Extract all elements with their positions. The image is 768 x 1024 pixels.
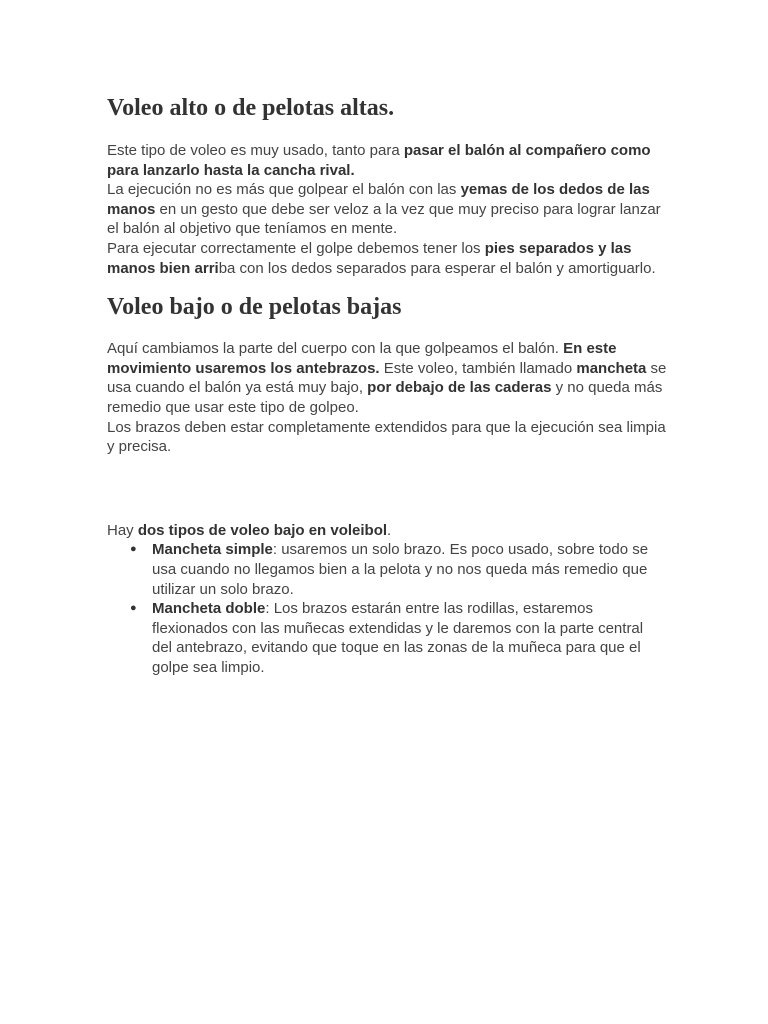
bold-span: por debajo de las caderas: [367, 379, 552, 397]
text-span: : usaremos un solo brazo. Es poco usado, sobre todo se usa cuando no llegamos bien a la pelota y no nos queda más remedio que utilizar un solo brazo.: [152, 541, 649, 598]
bold-span: Mancheta simple: [152, 541, 273, 559]
document-page: [107, 92, 667, 677]
list-item-mancheta-simple: [130, 540, 667, 599]
text-span: se usa cuando el balón ya está muy bajo,: [107, 359, 667, 397]
text-span: Este tipo de voleo es muy usado, tanto para: [107, 142, 404, 159]
bullet-icon: ●: [130, 602, 137, 615]
paragraph-tipos-intro: [107, 521, 667, 541]
bold-span: yemas de los dedos de las manos: [107, 181, 650, 218]
text-span: Aquí cambiamos la parte del cuerpo con la que golpeamos el balón.: [107, 340, 564, 358]
paragraph-brazos: Los brazos deben estar completamente extendidos para que la ejecución sea limpia y precisa.: [107, 418, 666, 456]
section-voleo-alto: [107, 141, 667, 278]
paragraph-ejecucion: [107, 180, 667, 239]
text-span: en un gesto que debe ser veloz a la vez que muy preciso para lograr lanzar el balón al objetivo que teníamos en mente.: [107, 200, 661, 238]
section-voleo-bajo: [107, 339, 667, 457]
bold-span: Mancheta doble: [152, 600, 266, 618]
bullet-icon: ●: [130, 543, 137, 556]
text-span: y no queda más remedio que usar este tipo de golpeo.: [107, 379, 663, 416]
paragraph-uso: [107, 141, 667, 180]
bold-span: dos tipos de voleo bajo en voleibol: [137, 521, 388, 539]
text-span: ba con los dedos separados para esperar el balón y amortiguarlo.: [218, 259, 656, 277]
bold-span: pasar el balón al compañero como para lanzarlo hasta la cancha rival.: [107, 142, 651, 179]
text-span: La ejecución no es más que golpear el balón con las: [107, 181, 461, 199]
paragraph-antebrazos: [107, 339, 667, 417]
bold-span: mancheta: [576, 359, 647, 377]
text-span: : Los brazos estarán entre las rodillas, estaremos flexionados con las muñecas extendidas y le daremos con la parte central del antebrazo, evitando que toque en las zonas de la muñeca para que el golpe sea limpio.: [152, 600, 644, 676]
paragraph-golpe: [107, 239, 667, 278]
tipos-list: [107, 540, 667, 677]
bold-span: pies separados y las manos bien arri: [107, 239, 632, 277]
list-item-mancheta-doble: [130, 599, 667, 677]
text-span: .: [387, 521, 392, 539]
text-span: Para ejecutar correctamente el golpe debemos tener los: [107, 239, 485, 257]
heading-voleo-alto: Voleo alto o de pelotas altas.: [107, 95, 395, 121]
bold-span: En este movimiento usaremos los antebrazos.: [107, 340, 617, 377]
text-span: Hay: [107, 521, 138, 539]
heading-voleo-bajo: Voleo bajo o de pelotas bajas: [107, 294, 402, 321]
section-tipos: [107, 521, 667, 678]
text-span: Este voleo, también llamado: [379, 359, 577, 377]
